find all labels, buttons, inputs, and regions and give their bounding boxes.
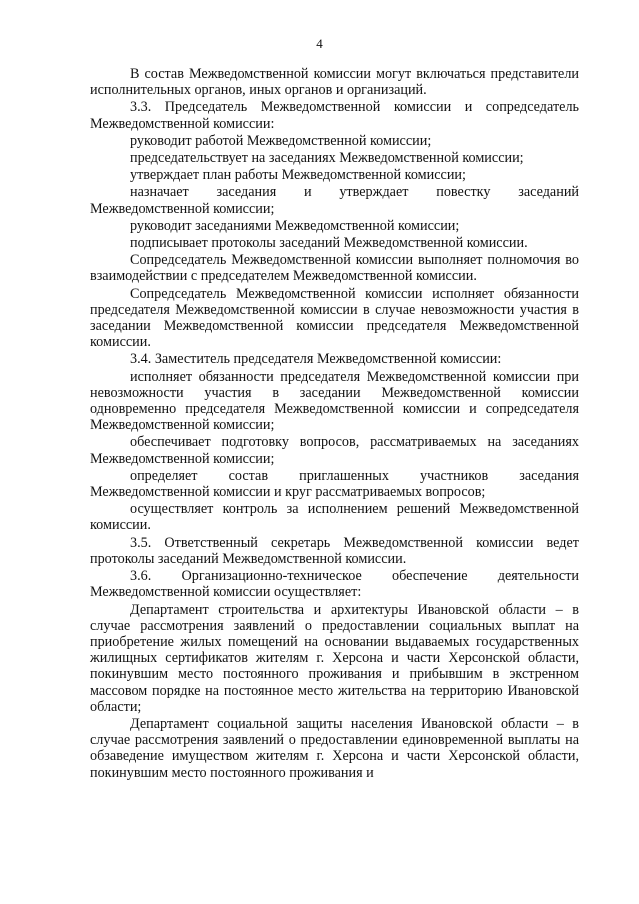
paragraph-manages-work: руководит работой Межведомственной комиссии; (130, 132, 432, 149)
paragraph-prepares-questions: обеспечивает подготовку вопросов, рассматриваемых на заседаниях Межведомственной комиссии; (90, 434, 579, 467)
paragraph-monitors-decisions: осуществляет контроль за исполнением решений Межведомственной комиссии. (90, 501, 579, 534)
page-number: 4 (316, 36, 323, 51)
paragraph-signs-protocols: подписывает протоколы заседаний Межведомственной комиссии. (130, 235, 528, 252)
paragraph-cochair-duties: Сопредседатель Межведомственной комиссии исполняет обязанности председателя Межведомственной комиссии в случае невозможности участия в заседании Межведомственной комиссии председателя Межведомственной комиссии. (90, 285, 579, 351)
paragraph-cochair-powers: Сопредседатель Межведомственной комиссии выполняет полномочия во взаимодействии с председателем Межведомственной комиссии. (90, 252, 579, 285)
paragraph-composition: В состав Межведомственной комиссии могут включаться представители исполнительных органов, иных органов и организаций. (90, 66, 579, 99)
paragraph-defines-participants: определяет состав приглашенных участников заседания Межведомственной комиссии и круг рассматриваемых вопросов; (90, 467, 579, 501)
paragraph-deputy-duties: исполняет обязанности председателя Межведомственной комиссии при невозможности участия в заседании Межведомственной комиссии одновременно председателя Межведомственной комиссии и сопредседателя Межведомственной комиссии; (90, 368, 579, 434)
paragraph-chairs-meetings: председательствует на заседаниях Межведомственной комиссии; (130, 150, 524, 167)
paragraph-3-6-support: 3.6. Организационно-техническое обеспечение деятельности Межведомственной комиссии осуществляет: (90, 568, 579, 601)
paragraph-social-protection-department: Департамент социальной защиты населения Ивановской области – в случае рассмотрения заявлений о предоставлении единовременной выплаты на обзаведение имуществом жителям г. Херсона и части Херсонской области, покинувшим место постоянного проживания и (90, 715, 579, 781)
paragraph-3-3-heading: 3.3. Председатель Межведомственной комиссии и сопредседатель Межведомственной комиссии: (90, 99, 579, 132)
paragraph-construction-department: Департамент строительства и архитектуры Ивановской области – в случае рассмотрения заявлений о предоставлении социальных выплат на приобретение жилых помещений на основании выдаваемых государственных жилищных сертификатов жителям г. Херсона и части Херсонской области, покинувшим место постоянного проживания и прибывшим в экстренном массовом порядке на постоянное место жительства на территорию Ивановской области; (90, 601, 579, 715)
document-body (90, 66, 579, 782)
paragraph-approves-plan: утверждает план работы Межведомственной комиссии; (130, 167, 466, 184)
paragraph-appoints-meetings: назначает заседания и утверждает повестку заседаний Межведомственной комиссии; (90, 184, 579, 217)
paragraph-3-5-secretary: 3.5. Ответственный секретарь Межведомственной комиссии ведет протоколы заседаний Межведомственной комиссии. (90, 534, 579, 567)
paragraph-leads-meetings: руководит заседаниями Межведомственной комиссии; (130, 217, 460, 234)
paragraph-3-4-heading: 3.4. Заместитель председателя Межведомственной комиссии: (130, 351, 502, 368)
